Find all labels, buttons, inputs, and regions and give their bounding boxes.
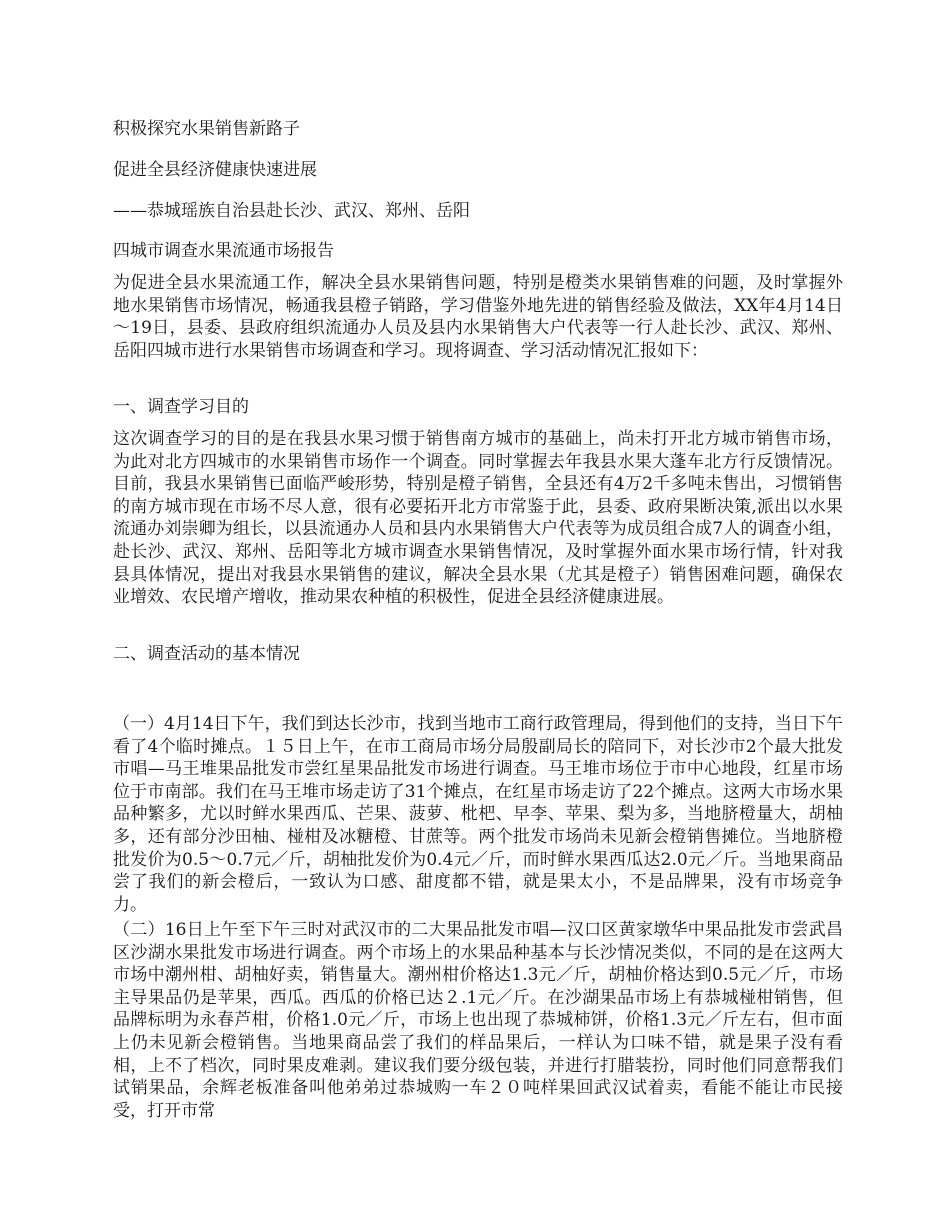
section-2-paragraph-2: （二）16日上午至下午三时对武汉市的二大果品批发市唱—汉口区黄家墩华中果品批发市尝武昌区沙湖水果批发市场进行调查。两个市场上的水果品种基本与长沙情况类似，不同的是在这两大市场中潮州柑、胡柚好卖，销售量大。潮州柑价格达1.3元／斤，胡柚价格达到0.5元／斤，市场主导果品仍是苹果，西瓜。西瓜的价格已达２.1元／斤。在沙湖果品市场上有恭城椪柑销售，但品牌标明为永春芦柑，价格1.0元／斤，市场上也出现了恭城柿饼，价格1.3元／斤左右，但市面上仍未见新会橙销售。当地果商品尝了我们的样品果后，一样认为口味不错，就是果子没有看相，上不了档次，同时果皮难剥。建议我们要分级包装，并进行打腊装扮，同时他们同意帮我们试销果品，余辉老板准备叫他弟弟过恭城购一车２０吨样果回武汉试着卖，看能不能让市民接受，打开市常 (113, 920, 843, 1121)
title-line-2: 促进全县经济健康快速进展 (113, 160, 317, 180)
section-1-heading: 一、调查学习目的 (113, 397, 249, 417)
section-1-paragraph: 这次调查学习的目的是在我县水果习惯于销售南方城市的基础上，尚未打开北方城市销售市场，为此对北方四城市的水果销售市场作一个调查。同时掌握去年我县水果大蓬车北方行反馈情况。目前，我县水果销售已面临严峻形势，特别是橙子销售，全县还有4万2千多吨未售出，习惯销售的南方城市现在市场不尽人意，很有必要拓开北方市常鉴于此，县委、政府果断决策,派出以水果流通办刘崇卿为组长，以县流通办人员和县内水果销售大户代表等为成员组合成7人的调查小组，赴长沙、武汉、郑州、岳阳等北方城市调查水果销售情况，及时掌握外面水果市场行情，针对我县具体情况，提出对我县水果销售的建议，解决全县水果（尤其是橙子）销售困难问题，确保农业增效、农民增产增收，推动果农种植的积极性，促进全县经济健康进展。 (113, 429, 843, 608)
section-2-paragraph-1: （一）4月14日下午，我们到达长沙市，找到当地市工商行政管理局，得到他们的支持，当日下午看了4个临时摊点。１５日上午，在市工商局市场分局殷副局长的陪同下，对长沙市2个最大批发市唱—马王堆果品批发市尝红星果品批发市场进行调查。马王堆市场位于市中心地段，红星市场位于市南部。我们在马王堆市场走访了31个摊点，在红星市场走访了22个摊点。这两大市场水果品种繁多，尤以时鲜水果西瓜、芒果、菠萝、枇杷、早李、苹果、梨为多，当地脐橙量大，胡柚多，还有部分沙田柚、椪柑及冰糖橙、甘蔗等。两个批发市场尚未见新会橙销售摊位。当地脐橙批发价为0.5～0.7元／斤，胡柚批发价为0.4元／斤，而时鲜水果西瓜达2.0元／斤。当地果商品尝了我们的新会橙后，一致认为口感、甜度都不错，就是果太小，不是品牌果，没有市场竞争力。 (113, 714, 843, 915)
title-line-3: ——恭城瑶族自治县赴长沙、武汉、郑州、岳阳 (113, 201, 470, 221)
title-line-4: 四城市调查水果流通市场报告 (113, 241, 334, 261)
section-2-heading: 二、调查活动的基本情况 (113, 644, 300, 664)
intro-paragraph: 为促进全县水果流通工作，解决全县水果销售问题，特别是橙类水果销售难的问题，及时掌握外地水果销售市场情况，畅通我县橙子销路，学习借鉴外地先进的销售经验及做法，XX年4月14日～19日，县委、县政府组织流通办人员及县内水果销售大户代表等一行人赴长沙、武汉、郑州、岳阳四城市进行水果销售市场调查和学习。现将调查、学习活动情况汇报如下： (113, 273, 843, 361)
title-line-1: 积极探究水果销售新路子 (113, 119, 300, 139)
